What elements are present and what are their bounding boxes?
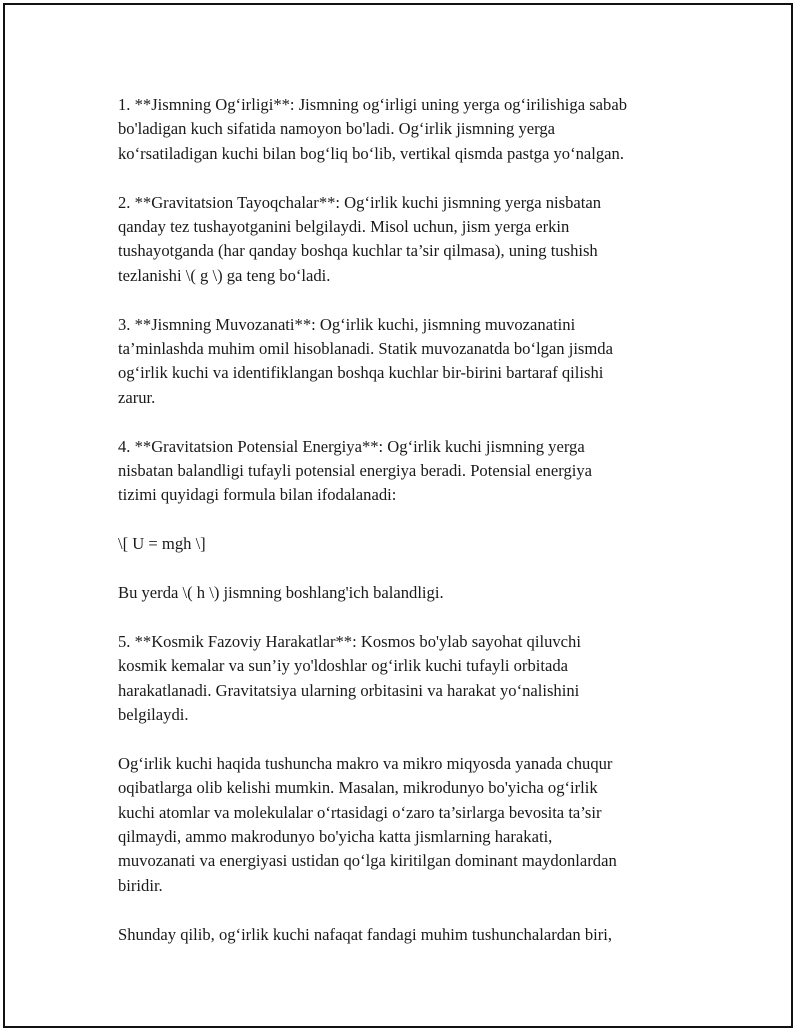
formula <box>118 532 693 556</box>
text-line: biridir. <box>118 875 163 895</box>
text-line: qilmaydi, ammo makrodunyo bo'yicha katta jismlarning harakati, <box>118 827 553 847</box>
text-line: kosmik kemalar va sun’iy yo'ldoshlar og‘irlik kuchi tufayli orbitada <box>118 656 569 676</box>
text-line: 3. **Jismning Muvozanati**: Og‘irlik kuchi, jismning muvozanatini <box>118 314 576 334</box>
text-line: ta’minlashda muhim omil hisoblanadi. Statik muvozanatda bo‘lgan jismda <box>118 339 613 359</box>
paragraph-equilibrium <box>118 313 693 411</box>
text-line: tezlanishi \( g \) ga teng bo‘ladi. <box>118 265 331 285</box>
text-line: Og‘irlik kuchi haqida tushuncha makro va mikro miqyosda yanada chuqur <box>118 753 613 773</box>
text-line: og‘irlik kuchi va identifiklangan boshqa kuchlar bir-birini bartaraf qilishi <box>118 363 604 383</box>
paragraph-weight <box>118 93 693 166</box>
text-line: harakatlanadi. Gravitatsiya ularning orbitasini va harakat yo‘nalishini <box>118 680 580 700</box>
text-line: Shunday qilib, og‘irlik kuchi nafaqat fandagi muhim tushunchalardan biri, <box>118 924 613 944</box>
text-line: tushayotganda (har qanday boshqa kuchlar ta’sir qilmasa), uning tushish <box>118 241 598 261</box>
text-line: belgilaydi. <box>118 705 189 725</box>
paragraph-conclusion <box>118 923 693 947</box>
text-line: tizimi quyidagi formula bilan ifodalanadi: <box>118 485 397 505</box>
text-line: ko‘rsatiladigan kuchi bilan bog‘liq bo‘lib, vertikal qismda pastga yo‘nalgan. <box>118 143 624 163</box>
formula-line: \[ U = mgh \] <box>118 534 206 554</box>
paragraph-formula-note <box>118 581 693 605</box>
text-line: kuchi atomlar va molekulalar o‘rtasidagi o‘zaro ta’sirlarga bevosita ta’sir <box>118 802 602 822</box>
paragraph-space-motion <box>118 630 693 728</box>
text-line: 2. **Gravitatsion Tayoqchalar**: Og‘irlik kuchi jismning yerga nisbatan <box>118 192 602 212</box>
text-line: muvozanati va energiyasi ustidan qo‘lga kiritilgan dominant maydonlardan <box>118 851 617 871</box>
text-line: 5. **Kosmik Fazoviy Harakatlar**: Kosmos bo'ylab sayohat qiluvchi <box>118 631 581 651</box>
paragraph-macro-micro <box>118 752 693 898</box>
text-line: nisbatan balandligi tufayli potensial energiya beradi. Potensial energiya <box>118 461 593 481</box>
text-line: bo'ladigan kuch sifatida namoyon bo'ladi. Og‘irlik jismning yerga <box>118 119 556 139</box>
text-line: zarur. <box>118 387 156 407</box>
paragraph-gravitational-acceleration <box>118 191 693 289</box>
paragraph-potential-energy <box>118 435 693 508</box>
text-line: 1. **Jismning Og‘irligi**: Jismning og‘irligi uning yerga og‘irilishiga sabab <box>118 95 627 114</box>
text-line: qanday tez tushayotganini belgilaydi. Misol uchun, jism yerga erkin <box>118 217 570 237</box>
text-line: oqibatlarga olib kelishi mumkin. Masalan, mikrodunyo bo'yicha og‘irlik <box>118 778 598 798</box>
document-body <box>118 93 693 971</box>
text-line: Bu yerda \( h \) jismning boshlang'ich balandligi. <box>118 583 444 603</box>
text-line: 4. **Gravitatsion Potensial Energiya**: Og‘irlik kuchi jismning yerga <box>118 436 585 456</box>
